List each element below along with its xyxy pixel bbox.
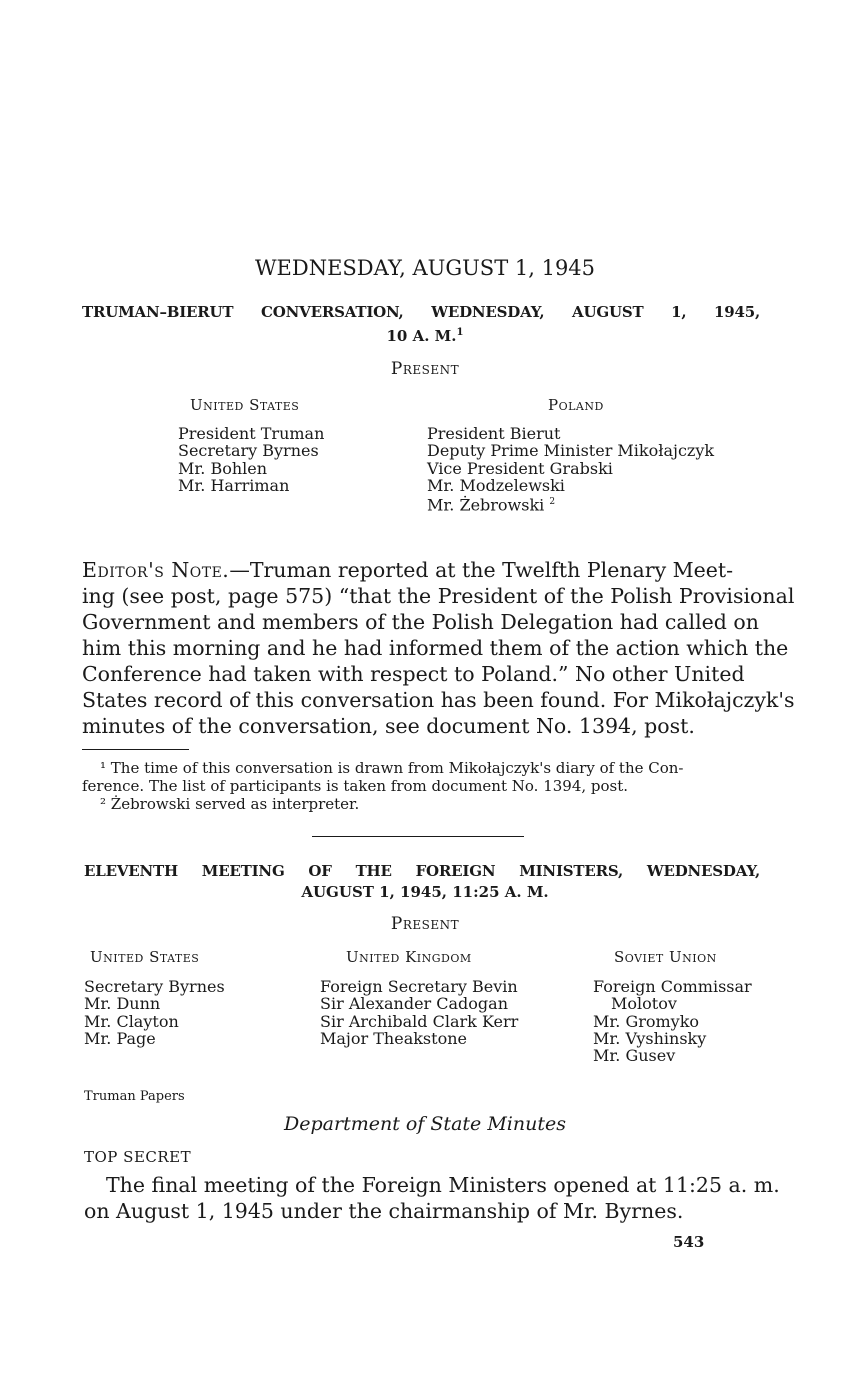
list-item: Molotov: [611, 994, 677, 1014]
minutes-body: [84, 1172, 780, 1224]
editors-note: [82, 557, 795, 739]
minutes-body-line: on August 1, 1945 under the chairmanship of Mr. Byrnes.: [84, 1199, 684, 1223]
list-item: Foreign Commissar: [593, 977, 752, 996]
list-item: Foreign Secretary Bevin: [320, 977, 518, 996]
list-item: President Bierut: [427, 424, 561, 443]
section2-heading-line1: ELEVENTH MEETING OF THE FOREIGN MINISTERS, WEDNESDAY,: [84, 862, 760, 880]
section2-us-heading: United States: [90, 948, 200, 966]
section2-ussr-list: [593, 978, 752, 1064]
section1-us-list: [178, 425, 324, 494]
list-item: Mr. Dunn: [84, 994, 161, 1014]
footnote: ference. The list of participants is taken from document No. 1394, post.: [82, 777, 629, 795]
section2-uk-list: [320, 978, 518, 1047]
editors-note-line: Government and members of the Polish Delegation had called on: [82, 610, 759, 634]
list-item: Mr. Page: [84, 1028, 156, 1048]
editors-note-line: Conference had taken with respect to Poland.” No other United: [82, 662, 745, 686]
list-item: Deputy Prime Minister Mikołajczyk: [427, 441, 715, 461]
section2-present-label: Present: [390, 914, 460, 934]
section1-poland-list: [427, 425, 714, 514]
editors-note-line: minutes of the conversation, see document No. 1394, post.: [82, 714, 695, 738]
source-label: Truman Papers: [84, 1089, 185, 1104]
section1-us-heading: United States: [190, 396, 300, 414]
footnote: ² Żebrowski served as interpreter.: [100, 795, 360, 813]
list-item: Mr. Bohlen: [178, 458, 268, 478]
editors-note-line: —Truman reported at the Twelfth Plenary Meet-: [229, 558, 734, 582]
list-item-name: Mr. Żebrowski: [427, 495, 545, 515]
list-item: Sir Archibald Clark Kerr: [320, 1011, 519, 1031]
classification-label: TOP SECRET: [84, 1148, 192, 1166]
list-item: Secretary Byrnes: [84, 977, 225, 996]
list-item: Vice President Grabski: [427, 458, 613, 478]
list-item: President Truman: [178, 424, 325, 443]
page-number: 543: [673, 1233, 705, 1251]
list-item: Secretary Byrnes: [178, 441, 319, 461]
minutes-title: Department of State Minutes: [284, 1113, 566, 1135]
minutes-body-line: The final meeting of the Foreign Ministers opened at 11:25 a. m.: [106, 1173, 780, 1197]
section2-us-list: [84, 978, 225, 1047]
section2-heading-line2: AUGUST 1, 1945, 11:25 A. M.: [301, 883, 549, 901]
section-divider: [312, 836, 524, 837]
list-item: Mr. Clayton: [84, 1011, 179, 1031]
list-item: Mr. Modzelewski: [427, 475, 565, 495]
footnote: ¹ The time of this conversation is drawn from Mikołajczyk's diary of the Con-: [100, 759, 684, 777]
editors-note-line: him this morning and he had informed them of the action which the: [82, 636, 789, 660]
section1-heading-line2: 10 A. M.: [386, 327, 457, 345]
list-item: Major Theakstone: [320, 1028, 467, 1048]
footnote-mark-1: 1: [456, 327, 464, 338]
footnotes: [82, 759, 760, 813]
list-item: Sir Alexander Cadogan: [320, 994, 509, 1014]
list-item: [427, 494, 714, 514]
editors-note-label: Editor's Note.: [82, 558, 230, 582]
page-title: WEDNESDAY, AUGUST 1, 1945: [254, 256, 596, 280]
list-item: Mr. Gromyko: [593, 1011, 700, 1031]
editors-note-line: States record of this conversation has been found. For Mikołajczyk's: [82, 688, 795, 712]
list-item: Mr. Harriman: [178, 475, 290, 495]
footnote-divider: [82, 749, 189, 750]
footnote-mark-2: 2: [549, 497, 556, 508]
section2-uk-heading: United Kingdom: [346, 948, 472, 966]
section1-heading-line2-wrap: [0, 323, 850, 346]
list-item: Mr. Gusev: [593, 1046, 676, 1066]
editors-note-line: ing (see post, page 575) “that the President of the Polish Provisional: [82, 584, 795, 608]
section1-present-label: Present: [390, 359, 460, 379]
section1-poland-heading: Poland: [548, 396, 604, 414]
section1-heading-line1: TRUMAN–BIERUT CONVERSATION, WEDNESDAY, AUGUST 1, 1945,: [82, 303, 760, 321]
section2-ussr-heading: Soviet Union: [614, 948, 717, 966]
list-item: Mr. Vyshinsky: [593, 1028, 707, 1048]
